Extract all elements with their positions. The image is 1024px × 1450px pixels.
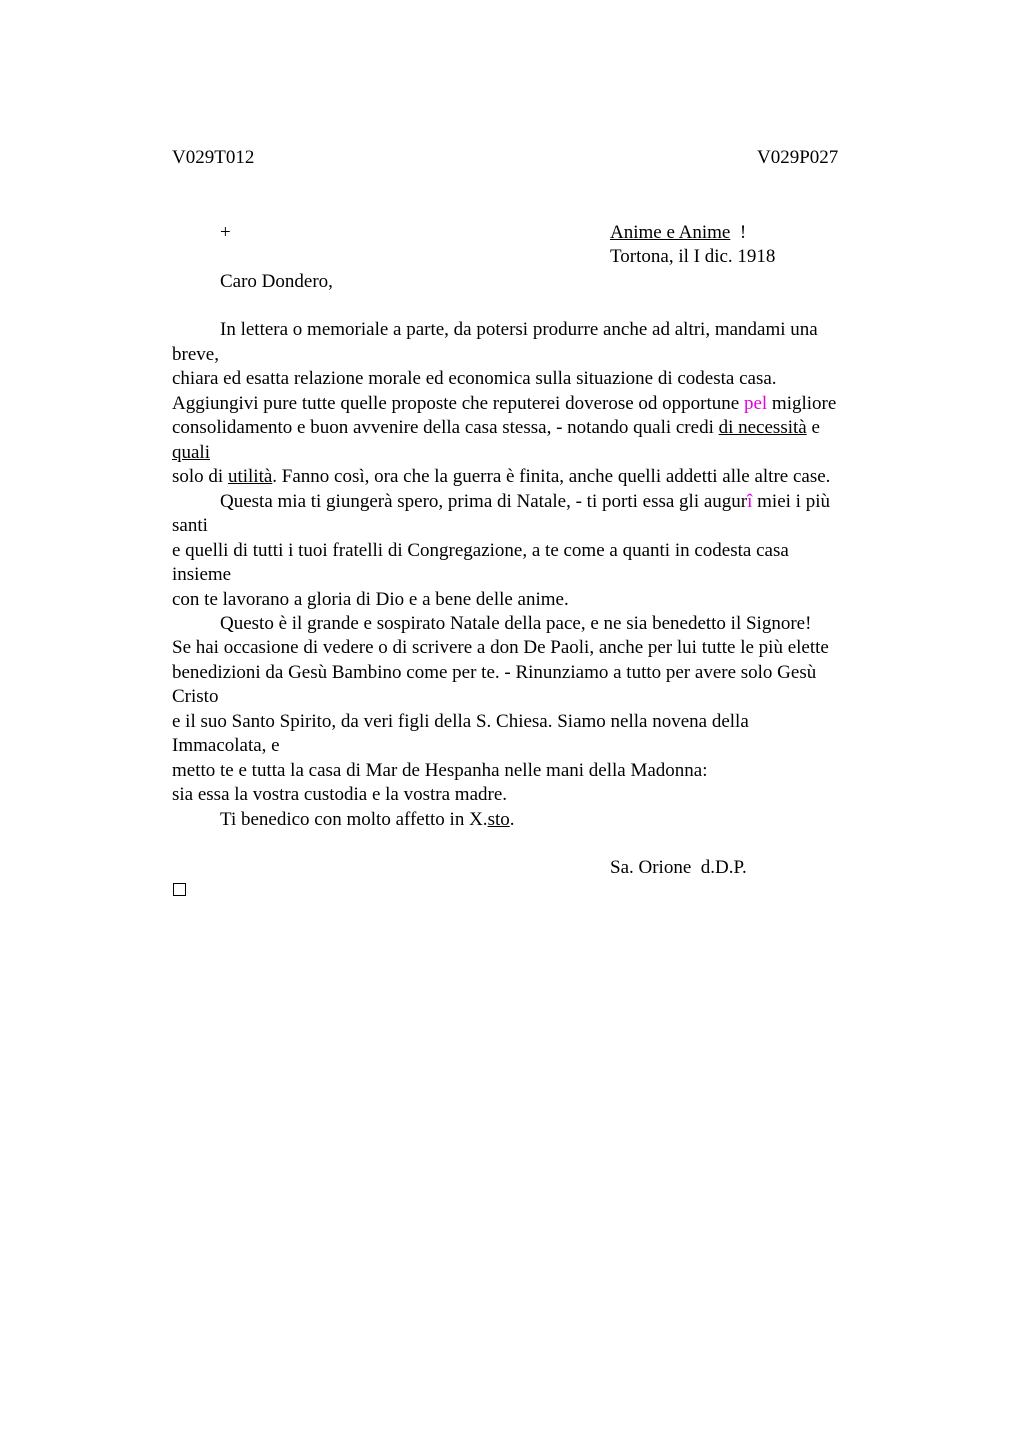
underlined-word: utilità — [227, 466, 273, 487]
body-line: sia essa la vostra custodia e la vostra madre. — [172, 784, 508, 805]
text-run: . Fanno così, ora che la guerra è finita, anche quelli addetti alle altre case. — [272, 466, 831, 487]
document-code-left: V029T012 — [172, 147, 255, 168]
text-run: Aggiungivi pure tutte quelle proposte che reputerei doverose od opportune — [172, 393, 744, 414]
text-run: e — [806, 417, 820, 438]
salutation: Caro Dondero, — [220, 271, 333, 292]
body-line: santi — [172, 515, 208, 536]
body-line: metto te e tutta la casa di Mar de Hespanha nelle mani della Madonna: — [172, 760, 708, 781]
body-line: In lettera o memoriale a parte, da potersi produrre anche ad altri, mandami una — [220, 319, 818, 340]
text-run: . — [509, 809, 515, 830]
text-run: consolidamento e buon avvenire della casa stessa, - notando quali credi — [172, 417, 719, 438]
body-line — [220, 490, 830, 514]
body-line: breve, — [172, 344, 219, 365]
body-line — [172, 441, 210, 465]
highlighted-letter: î — [747, 491, 753, 512]
cross-mark: + — [220, 222, 231, 243]
text-run: Questa mia ti giungerà spero, prima di Natale, - ti porti essa gli augur — [220, 491, 748, 512]
checkbox-square-icon — [173, 883, 186, 896]
text-run: miei i più — [752, 491, 830, 512]
dateline: Tortona, il I dic. 1918 — [610, 246, 776, 267]
body-line: con te lavorano a gloria di Dio e a bene delle anime. — [172, 589, 569, 610]
text-run: migliore — [767, 393, 837, 414]
underlined-abbrev: sto — [487, 809, 510, 830]
motto-punct: ! — [730, 222, 747, 243]
body-line: e quelli di tutti i tuoi fratelli di Congregazione, a te come a quanti in codesta casa — [172, 540, 789, 561]
signature: Sa. Orione d.D.P. — [610, 857, 747, 878]
highlighted-word: pel — [743, 393, 768, 414]
body-line — [172, 416, 820, 440]
body-line: chiara ed esatta relazione morale ed economica sulla situazione di codesta casa. — [172, 368, 777, 389]
motto-underlined: Anime e Anime — [610, 222, 731, 243]
body-line: Questo è il grande e sospirato Natale della pace, e ne sia benedetto il Signore! — [220, 613, 812, 634]
body-line — [172, 465, 830, 489]
body-line: benedizioni da Gesù Bambino come per te. - Rinunziamo a tutto per avere solo Gesù — [172, 662, 817, 683]
text-run: Ti benedico con molto affetto in X. — [220, 809, 488, 830]
body-line: Se hai occasione di vedere o di scrivere a don De Paoli, anche per lui tutte le più elette — [172, 637, 829, 658]
body-line: e il suo Santo Spirito, da veri figli della S. Chiesa. Siamo nella novena della — [172, 711, 749, 732]
motto — [610, 221, 746, 245]
text-run: solo di — [172, 466, 228, 487]
body-line — [220, 808, 515, 832]
body-line: insieme — [172, 564, 232, 585]
body-line: Immacolata, e — [172, 735, 280, 756]
document-code-right: V029P027 — [757, 147, 839, 168]
underlined-phrase: di necessità — [718, 417, 807, 438]
body-line: Cristo — [172, 686, 219, 707]
underlined-word: quali — [172, 442, 210, 463]
body-line — [172, 392, 836, 416]
